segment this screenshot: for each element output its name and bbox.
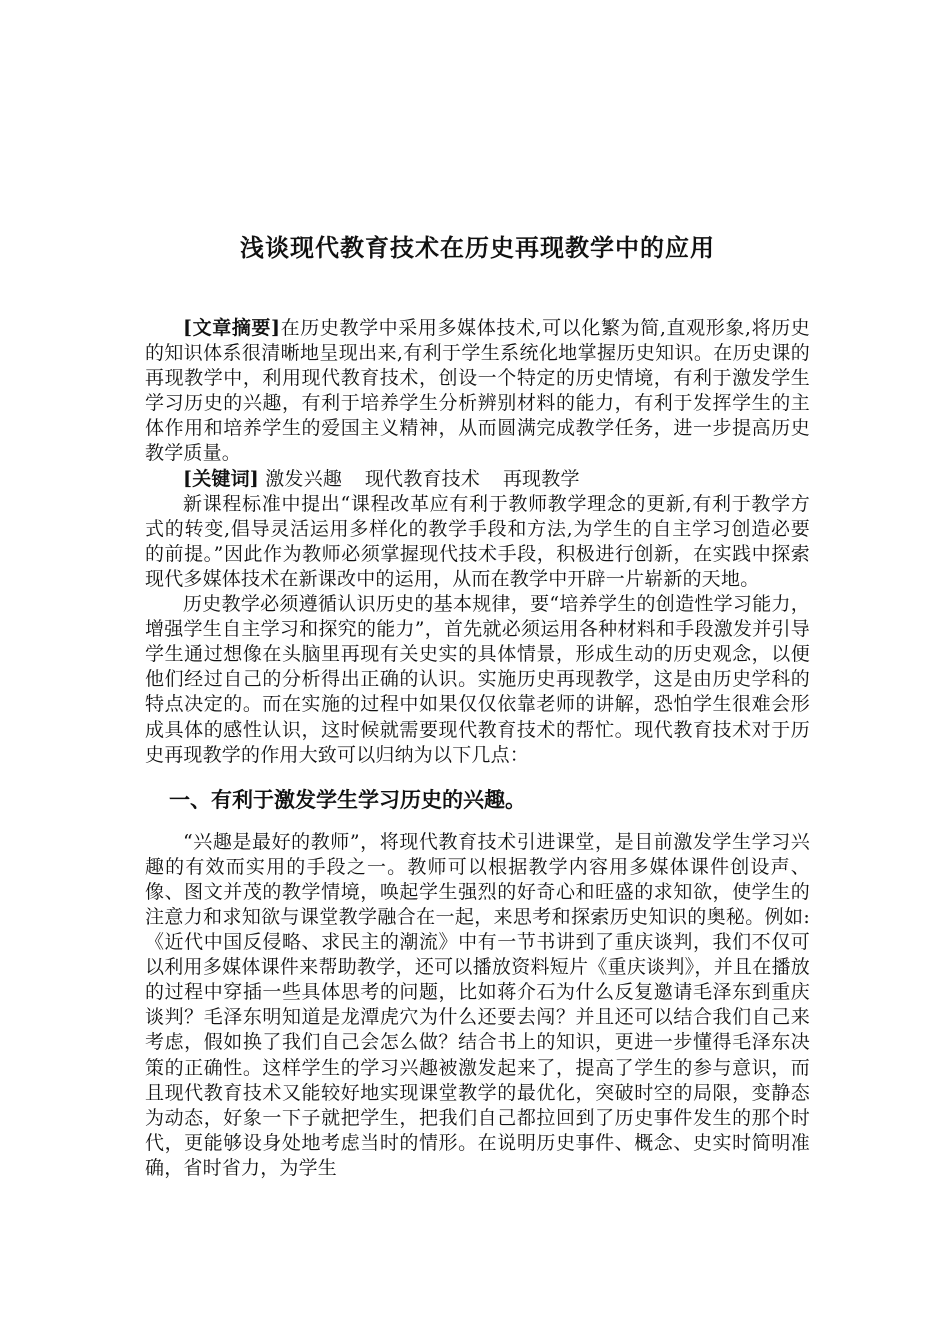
abstract-label: [文章摘要] [183,317,281,339]
keyword-item: 激发兴趣 [265,467,343,490]
body-paragraph: 新课程标准中提出“课程改革应有利于教师教学理念的更新,有利于教学方式的转变,倡导灵活运用多样化的教学手段和方法,为学生的自主学习创造必要的前提。”因此作为教师必须掌握现代技术手段，积极进行创新，在实践中探索现代多媒体技术在新课改中的运用，从而在教学中开辟一片崭新的天地。 [145,492,810,590]
keyword-item: 再现教学 [502,467,580,490]
keywords-paragraph [145,467,810,492]
body-paragraph: 历史教学必须遵循认识历史的基本规律，要“培养学生的创造性学习能力，增强学生自主学习和探究的能力”，首先就必须运用各种材料和手段激发并引导学生通过想像在头脑里再现有关史实的具体情景，形成生动的历史观念，以便他们经过自己的分析得出正确的认识。实施历史再现教学，这是由历史学科的特点决定的。而在实施的过程中如果仅仅依靠老师的讲解，恐怕学生很难会形成具体的感性认识，这时候就需要现代教育技术的帮忙。现代教育技术对于历史再现教学的作用大致可以归纳为以下几点： [145,593,810,766]
keywords-label: [关键词] [183,467,259,490]
abstract-text: 在历史教学中采用多媒体技术,可以化繁为简,直观形象,将历史的知识体系很清晰地呈现出来,有利于学生系统化地掌握历史知识。在历史课的再现教学中，利用现代教育技术，创设一个特定的历史情境，有利于激发学生学习历史的兴趣，有利于培养学生分析辨别材料的能力，有利于发挥学生的主体作用和培养学生的爱国主义精神，从而圆满完成教学任务，进一步提高历史教学质量。 [145,317,811,465]
abstract-paragraph [145,316,810,467]
section-paragraph: “兴趣是最好的教师”，将现代教育技术引进课堂，是目前激发学生学习兴趣的有效而实用的手段之一。教师可以根据教学内容用多媒体课件创设声、像、图文并茂的教学情境，唤起学生强烈的好奇心和旺盛的求知欲，使学生的注意力和求知欲与课堂教学融合在一起，来思考和探索历史知识的奥秘。例如:《近代中国反侵略、求民主的潮流》中有一节书讲到了重庆谈判，我们不仅可以利用多媒体课件来帮助教学，还可以播放资料短片《重庆谈判》，并且在播放的过程中穿插一些具体思考的问题，比如蒋介石为什么反复邀请毛泽东到重庆谈判？毛泽东明知道是龙潭虎穴为什么还要去闯？并且还可以结合我们自己来考虑，假如换了我们自己会怎么做？结合书上的知识，更进一步懂得毛泽东决策的正确性。这样学生的学习兴趣被激发起来了，提高了学生的参与意识，而且现代教育技术又能较好地实现课堂教学的最优化，突破时空的局限，变静态为动态，好象一下子就把学生，把我们自己都拉回到了历史事件发生的那个时代，更能够设身处地考虑当时的情形。在说明历史事件、概念、史实时简明准确，省时省力，为学生 [145,830,810,1179]
section-heading: 一、有利于激发学生学习历史的兴趣。 [169,787,526,812]
document-page [145,228,810,1181]
keyword-item: 现代教育技术 [364,467,481,490]
document-title: 浅谈现代教育技术在历史再现教学中的应用 [240,234,715,262]
